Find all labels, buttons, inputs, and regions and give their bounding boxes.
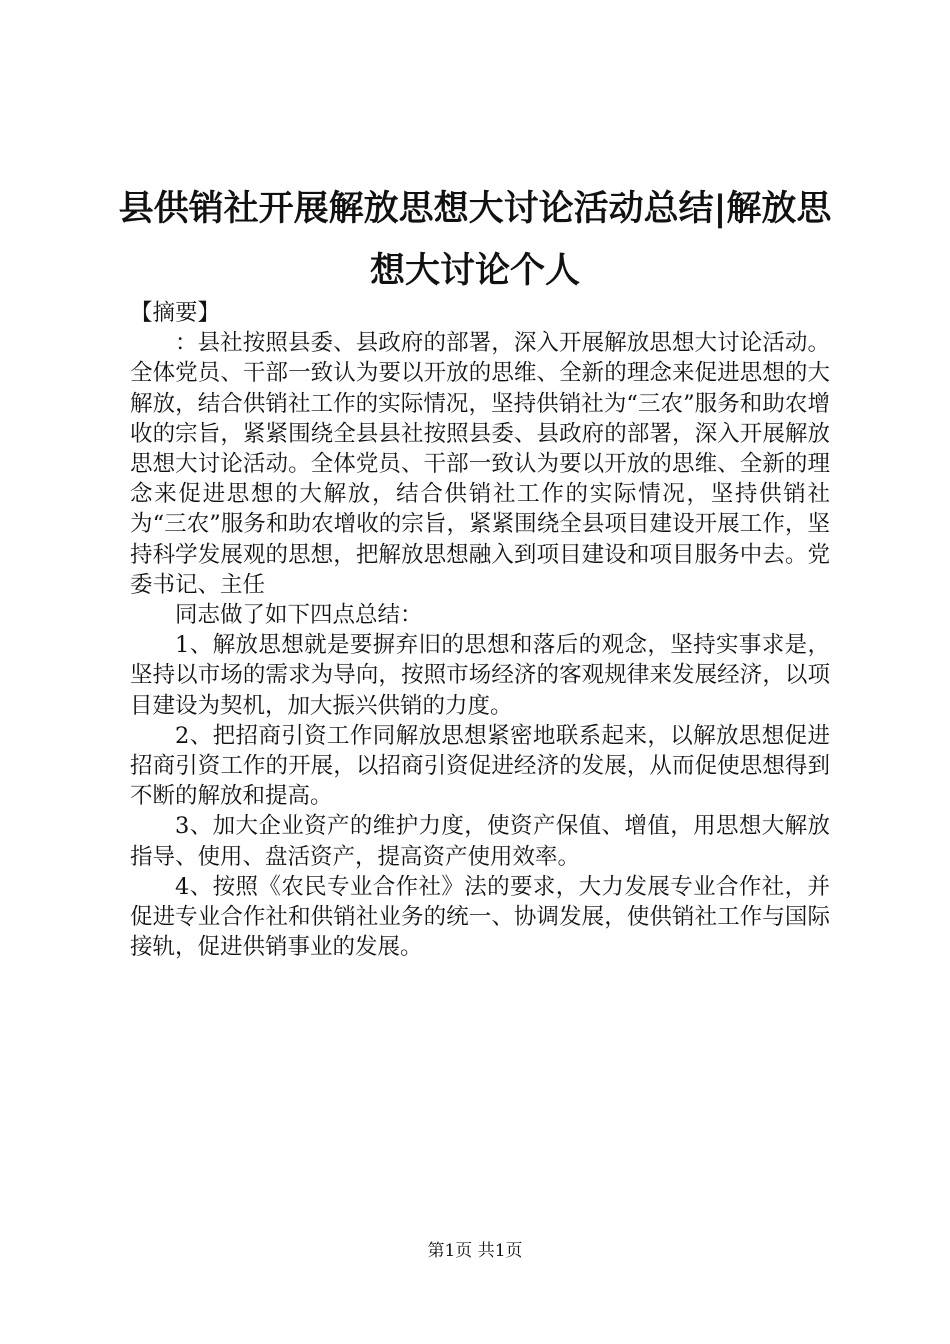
document-title: 县供销社开展解放思想大讨论活动总结|解放思想大讨论个人 <box>118 189 832 291</box>
paragraph-point-4: 4、按照《农民专业合作社》法的要求，大力发展专业合作社，并促进专业合作社和供销社业务的统一、协调发展，使供销社工作与国际接轨，促进供销事业的发展。 <box>130 873 830 961</box>
page-footer: 第1页 共1页 <box>427 1241 523 1261</box>
paragraph-point-2: 2、把招商引资工作同解放思想紧密地联系起来，以解放思想促进招商引资工作的开展，以招商引资促进经济的发展，从而促使思想得到不断的解放和提高。 <box>130 722 830 810</box>
paragraph-intro: 同志做了如下四点总结： <box>175 602 423 629</box>
paragraph-abstract: ：县社按照县委、县政府的部署，深入开展解放思想大讨论活动。全体党员、干部一致认为要以开放的思维、全新的理念来促进思想的大解放，结合供销社工作的实际情况，坚持供销社为“三农”服务和助农增收的宗旨，紧紧围绕全县县社按照县委、县政府的部署，深入开展解放思想大讨论活动。全体党员、干部一致认为要以开放的思维、全新的理念来促进思想的大解放，结合供销社工作的实际情况，坚持供销社为“三农”服务和助农增收的宗旨，紧紧围绕全县项目建设开展工作，坚持科学发展观的思想，把解放思想融入到项目建设和项目服务中去。党委书记、主任 <box>130 330 830 598</box>
abstract-label: 【摘要】 <box>130 300 221 326</box>
paragraph-point-1: 1、解放思想就是要摒弃旧的思想和落后的观念，坚持实事求是，坚持以市场的需求为导向，按照市场经济的客观规律来发展经济，以项目建设为契机，加大振兴供销的力度。 <box>130 632 830 719</box>
document-body <box>130 298 830 962</box>
paragraph-point-3: 3、加大企业资产的维护力度，使资产保值、增值，用思想大解放指导、使用、盘活资产，提高资产使用效率。 <box>130 813 830 870</box>
